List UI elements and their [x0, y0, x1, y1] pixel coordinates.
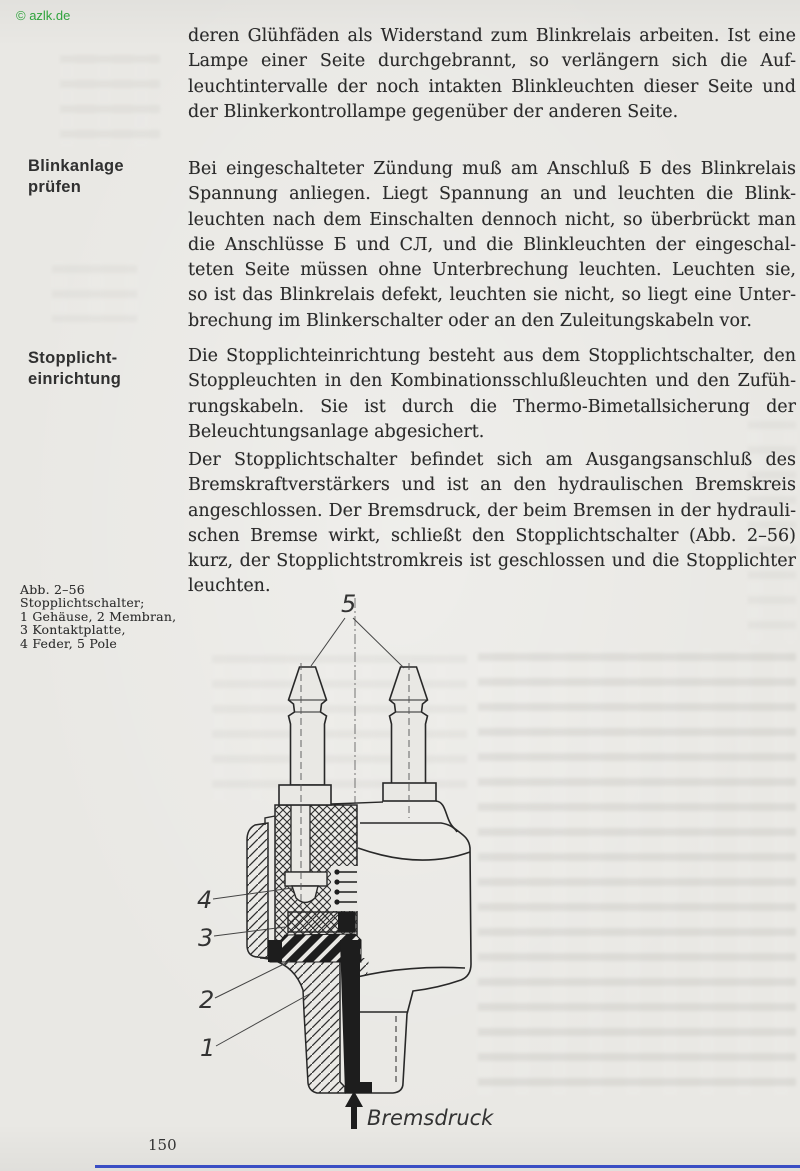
pole-pin-channel [291, 805, 310, 872]
text-line: rungskabeln. Sie ist durch die Thermo-Bimetallsicherung der [188, 396, 796, 417]
margin-note-line: prüfen [28, 178, 82, 196]
margin-note-line: Stopplicht- [28, 349, 118, 367]
text-line: Stoppleuchten in den Kombinationsschlußleuchten und den Zufüh- [188, 371, 796, 392]
text-line: leuchtintervalle der noch intakten Blinkleuchten dieser Seite und [188, 76, 796, 97]
text-line: Bremskraftverstärkers und ist an den hydraulischen Bremskreis [188, 475, 796, 496]
body-top-edge [331, 802, 383, 804]
text-line: teten Seite müssen ohne Unterbrechung leuchten. Leuchten sie, [188, 260, 796, 281]
figure-caption-line: 4 Feder, 5 Pole [20, 635, 118, 651]
label-1-gehaeuse: 1 [200, 1034, 216, 1062]
watermark: © azlk.de [16, 8, 71, 23]
page-number: 150 [148, 1136, 177, 1154]
label-5-pole: 5 [341, 590, 357, 618]
text-line: Die Stopplichteinrichtung besteht aus dem Stopplichtschalter, den [188, 346, 796, 366]
text-line: leuchten nach dem Einschalten dennoch nicht, so überbrückt man [188, 209, 796, 230]
text-line: brechung im Blinkerschalter oder an den Zuleitungskabeln vor. [188, 310, 752, 331]
terminal-left-pole [279, 667, 331, 805]
text-line: schen Bremse wirkt, schließt den Stopplichtschalter (Abb. 2–56) [188, 525, 796, 546]
text-line: leuchten. [188, 576, 271, 597]
paragraph-blinkrelais [188, 24, 796, 125]
stopplichtschalter-figure [195, 578, 575, 1140]
text-line: die Anschlüsse Б und СЛ, und die Blinkleuchten der eingeschal- [188, 234, 796, 255]
figure-caption-line: Stopplichtschalter; [20, 595, 145, 611]
housing-ear [247, 823, 268, 958]
text-line: so ist das Blinkrelais defekt, leuchten sie nicht, so liegt eine Unter- [188, 285, 796, 306]
footer-blue-line [95, 1165, 800, 1168]
text-line: Lampe einer Seite durchgebrannt, so verlängern sich die Auf- [188, 51, 796, 72]
text-line: angeschlossen. Der Bremsdruck, der beim Bremsen in der hydrauli- [188, 500, 796, 521]
text-line: Beleuchtungsanlage abgesichert. [188, 421, 485, 442]
margin-note-blinkanlage [28, 156, 178, 198]
label-4-feder: 4 [197, 886, 213, 914]
metal-shell [345, 801, 471, 1093]
text-line: kurz, der Stopplichtstromkreis ist geschlossen und die Stopplichter [188, 551, 796, 572]
text-line: der Blinkerkontrollampe gegenüber der anderen Seite. [188, 101, 679, 122]
text-line: Der Stopplichtschalter befindet sich am Ausgangsanschluß des [188, 450, 796, 470]
spring-feder [331, 866, 358, 911]
margin-note-line: Blinkanlage [28, 157, 124, 175]
text-line: Bei eingeschalteter Zündung muß am Anschluß Б des Blinkrelais [188, 159, 796, 179]
bremsdruck-label: Bremsdruck [367, 1106, 494, 1130]
figure-caption-line: 3 Kontaktplatte, [20, 622, 126, 638]
bleedthrough-left-margin-mid [52, 262, 137, 322]
text-line: Spannung anliegen. Liegt Spannung an und leuchten die Blink- [188, 184, 796, 205]
label-2-membran: 2 [199, 986, 215, 1014]
figure-caption [20, 583, 192, 650]
text-line: deren Glühfäden als Widerstand zum Blinkrelais arbeiten. Ist eine [188, 26, 796, 46]
paragraph-stopplichteinrichtung [188, 344, 796, 445]
bremsdruck-arrow [345, 1091, 363, 1129]
figure-caption-line: Abb. 2–56 [20, 582, 85, 597]
margin-note-line: einrichtung [28, 370, 122, 388]
figure-caption-line: 1 Gehäuse, 2 Membran, [20, 608, 177, 624]
paragraph-stopplichtschalter [188, 448, 796, 600]
terminal-right-pole [383, 667, 436, 801]
label-3-kontaktplatte: 3 [198, 924, 214, 952]
contact-plate-kontaktplatte [288, 912, 355, 932]
margin-note-stopplicht [28, 348, 178, 390]
bleedthrough-left-margin-top [60, 52, 160, 147]
paragraph-blinkanlage-pruefen [188, 157, 796, 334]
